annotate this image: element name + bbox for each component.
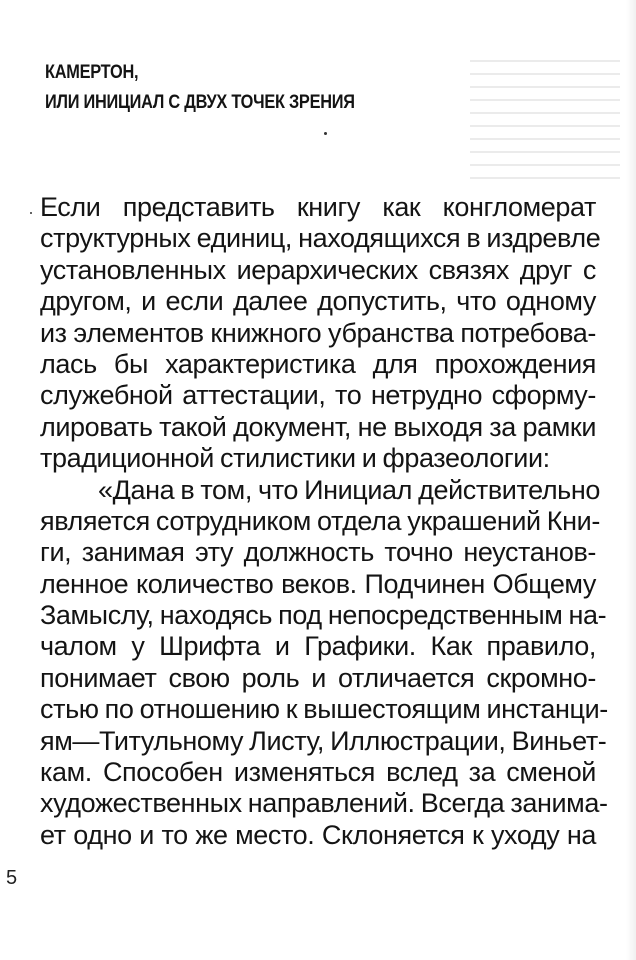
text-line: из элементов книжного убранства потребова- [40, 317, 596, 348]
text-line: традиционной стилистики и фразеологии: [40, 443, 550, 474]
heading-line-1: КАМЕРТОН, [45, 62, 139, 83]
page-number: 5 [6, 867, 18, 889]
text-line: чалом у Шрифта и Графики. Как правило, [40, 631, 596, 662]
chapter-heading [45, 58, 406, 118]
text-line: «Дана в том, что Инициал действительно [98, 474, 600, 505]
text-line: лировать такой документ, не выходя за рамки [40, 411, 596, 442]
text-line: ленное количество веков. Подчинен Общему [40, 568, 596, 599]
text-line: является сотрудником отдела украшений Кни- [40, 505, 600, 536]
text-line: ям—Титульному Листу, Иллюстрации, Виньет- [40, 725, 607, 756]
text-line: кам. Способен изменяться вслед за сменой [40, 757, 596, 788]
text-line: ги, занимая эту должность точно неустанов- [40, 537, 596, 568]
show-through-text [470, 60, 620, 190]
text-line: стью по отношению к вышестоящим инстанци- [40, 694, 608, 725]
text-line: понимает свою роль и отличается скромно- [40, 662, 596, 693]
text-line: лась бы характеристика для прохождения [40, 348, 596, 379]
text-line: служебной аттестации, то нетрудно сформу- [40, 380, 596, 411]
page-edge-shadow [626, 0, 636, 960]
text-line: ет одно и то же место. Склоняется к уходу на [40, 819, 596, 850]
text-line: художественных направлений. Всегда занима- [40, 788, 608, 819]
text-line: установленных иерархических связях друг с [40, 254, 596, 285]
text-line: Если представить книгу как конгломерат [40, 192, 596, 222]
body-text [40, 192, 608, 851]
text-line: другом, и если далее допустить, что одному [40, 286, 596, 317]
print-speck [324, 132, 327, 135]
text-line: Замыслу, находясь под непосредственным на- [40, 600, 607, 631]
heading-line-2: ИЛИ ИНИЦИАЛ С ДВУХ ТОЧЕК ЗРЕНИЯ [45, 92, 355, 113]
print-speck [30, 212, 32, 214]
text-line: структурных единиц, находящихся в издревле [40, 223, 601, 254]
